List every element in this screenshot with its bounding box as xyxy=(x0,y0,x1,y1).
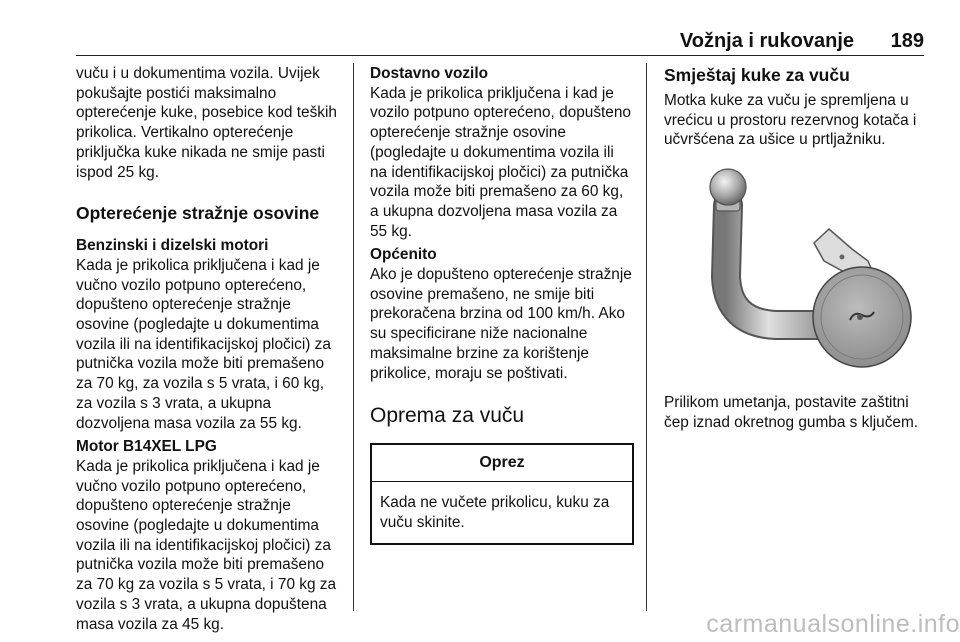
column-2 xyxy=(370,64,634,545)
watermark: carmanualsonline.info xyxy=(706,610,960,638)
column-3 xyxy=(664,64,926,433)
paragraph-general: Ako je dopušteno opterećenje stražnje osovine premašeno, ne smije biti prekoračena brzina od 100 km/h. Ako su specificirane niže nacionalne maksimalne brzine za korištenje prikolice, moraju se poštivati. xyxy=(370,266,632,382)
header-title: Vožnja i rukovanje xyxy=(679,30,854,52)
header-rule xyxy=(76,55,924,56)
section-title-towing-equipment: Oprema za vuču xyxy=(370,404,525,428)
paragraph-insertion: Prilikom umetanja, postavite zaštitni čep iznad okretnog gumba s ključem. xyxy=(664,394,919,431)
paragraph-van: Kada je prikolica priključena i kad je vozilo potpuno opterećeno, dopušteno opterećenje stražnje osovine (pogledajte u dokumentima vozila ili na identifikacijskoj pločici) za putnička vozila može biti premašeno za 60 kg, a ukupna dozvoljena masa vozila za 55 kg. xyxy=(370,84,631,240)
column-divider-1 xyxy=(353,63,354,611)
paragraph-hook-location: Motka kuke za vuču je spremljena u vrećicu u prostoru rezervnog kotača i učvršćena za ušice u prtljažniku. xyxy=(664,92,917,149)
subheading-petrol-diesel: Benzinski i dizelski motori xyxy=(76,237,269,255)
caution-box xyxy=(370,443,634,544)
page-number: 189 xyxy=(890,30,924,52)
subheading-lpg: Motor B14XEL LPG xyxy=(76,438,217,456)
page-header xyxy=(76,30,924,56)
intro-paragraph: vuču i u dokumentima vozila. Uvijek pokušajte postići maksimalno opterećenje kuke, posebice kod teških prikolica. Vertikalno opterećenje priključka kuke nikada ne smije pasti ispod 25 kg. xyxy=(76,65,337,181)
subheading-van: Dostavno vozilo xyxy=(370,65,489,82)
column-1 xyxy=(76,64,342,634)
section-title-rear-axle: Opterećenje stražnje osovine xyxy=(76,203,320,224)
paragraph-lpg: Kada je prikolica priključena i kad je vučno vozilo potpuno opterećeno, dopušteno opterećenje stražnje osovine (pogledajte u dokumentima vozila ili na identifikacijskoj pločici) za putnička vozila može biti premašeno za 70 kg za vozila s 5 vrata, i 70 kg za vozila s 3 vrata, a ukupna dopuštena masa vozila za 45 kg. xyxy=(76,457,337,633)
subheading-general: Općenito xyxy=(370,246,437,264)
column-divider-2 xyxy=(646,63,647,611)
paragraph-petrol-diesel: Kada je prikolica priključena i kad je vučno vozilo potpuno opterećeno, dopušteno opterećenje stražnje osovine (pogledajte u dokumentima vozila ili na identifikacijskoj pločici) za putnička vozila može biti premašeno za 70 kg, za vozila s 5 vrata, i 60 kg, za vozila s 3 vrata, a ukupna dozvoljena masa vozila za 55 kg. xyxy=(76,256,331,432)
caution-text: Kada ne vučete prikolicu, kuku za vuču skinite. xyxy=(380,494,610,531)
tow-hook-illustration-icon xyxy=(664,165,926,375)
section-title-hook-location: Smještaj kuke za vuču xyxy=(664,65,850,85)
caution-title: Oprez xyxy=(372,445,632,482)
